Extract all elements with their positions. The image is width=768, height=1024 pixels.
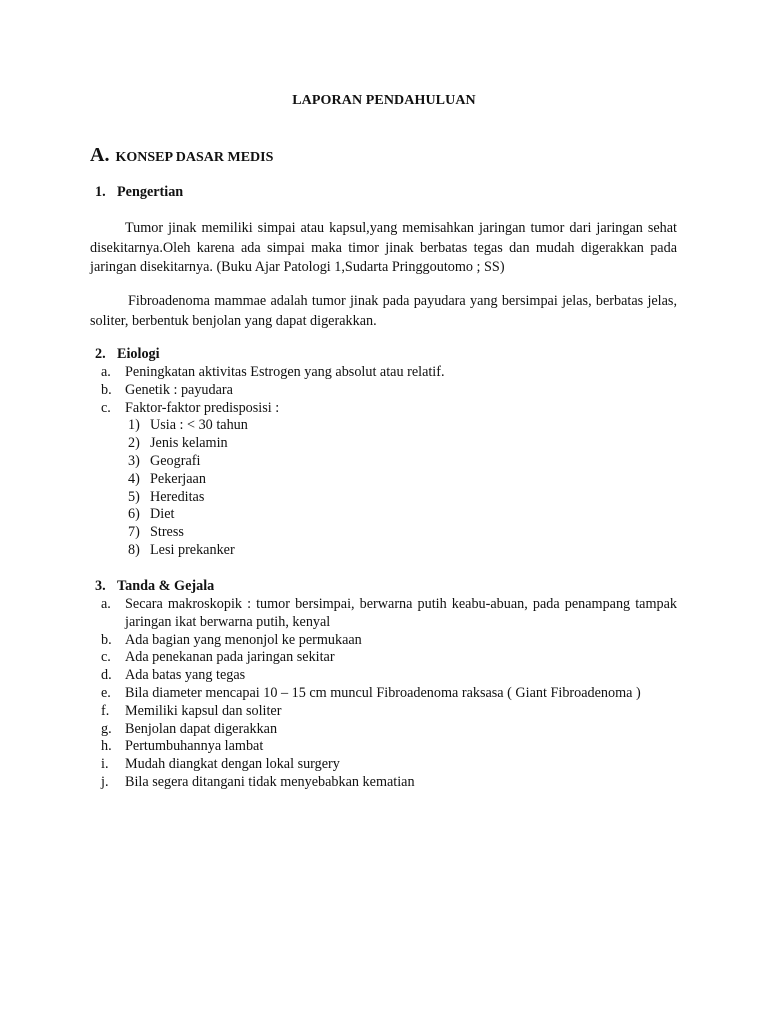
- list-item: [101, 721, 677, 739]
- section-a-letter: A.: [90, 144, 110, 166]
- list-item: [101, 685, 677, 703]
- sublist-item: [125, 506, 677, 524]
- sublist-item-text: Lesi prekanker: [150, 541, 235, 558]
- sublist-item-text: Hereditas: [150, 488, 205, 505]
- list-marker: a.: [101, 364, 111, 380]
- sublist-item: [125, 453, 677, 471]
- sublist-item: [125, 542, 677, 560]
- list-item: [101, 738, 677, 756]
- sublist-marker: 5): [128, 488, 140, 505]
- section-a-heading: [90, 144, 273, 167]
- sublist-marker: 1): [128, 417, 140, 434]
- sublist-item-text: Usia : < 30 tahun: [150, 417, 248, 434]
- sublist-marker: 8): [128, 541, 140, 558]
- pengertian-paragraph-1: [90, 219, 677, 278]
- list-item: [101, 364, 677, 382]
- sublist-marker: 6): [128, 506, 140, 523]
- list-item-text: Ada bagian yang menonjol ke permukaan: [125, 631, 362, 648]
- list-item-text: Peningkatan aktivitas Estrogen yang absolut atau relatif.: [125, 364, 445, 380]
- list-item: [101, 649, 677, 667]
- list-item: [101, 667, 677, 685]
- eiologi-heading: [95, 346, 160, 363]
- tanda-gejala-list: [101, 596, 677, 792]
- list-marker: e.: [101, 684, 111, 701]
- pengertian-paragraph-2-text: Fibroadenoma mammae adalah tumor jinak pada payudara yang bersimpai jelas, berbatas jelas, soliter, berbentuk benjolan yang dapat digerakkan.: [90, 293, 677, 329]
- list-item: [101, 400, 677, 560]
- eiologi-title: Eiologi: [117, 346, 160, 362]
- list-item-text: Secara makroskopik : tumor bersimpai, berwarna putih keabu-abuan, pada penampang tampak jaringan ikat berwarna putih, kenyal: [125, 596, 677, 630]
- list-marker: d.: [101, 667, 112, 684]
- list-marker: i.: [101, 756, 109, 773]
- tanda-gejala-number: 3.: [95, 578, 106, 594]
- list-item: [101, 596, 677, 632]
- list-item-text: Ada penekanan pada jaringan sekitar: [125, 649, 335, 666]
- sublist-item-text: Diet: [150, 506, 175, 523]
- sublist-marker: 3): [128, 452, 140, 469]
- sublist-marker: 4): [128, 470, 140, 487]
- pengertian-paragraph-1-text: Tumor jinak memiliki simpai atau kapsul,yang memisahkan jaringan tumor dari jaringan sehat disekitarnya.Oleh karena ada simpai maka timor jinak berbatas tegas dan mudah digerakkan pada jaringan disekitarnya. (Buku Ajar Patologi 1,Sudarta Pringgoutomo ; SS): [90, 220, 677, 275]
- sublist-item: [125, 489, 677, 507]
- sublist-marker: 7): [128, 524, 140, 541]
- list-marker: b.: [101, 631, 112, 648]
- list-item-text: Ada batas yang tegas: [125, 667, 246, 684]
- list-marker: j.: [101, 773, 109, 790]
- list-item-text: Bila diameter mencapai 10 – 15 cm muncul Fibroadenoma raksasa ( Giant Fibroadenoma ): [125, 684, 641, 701]
- list-marker: c.: [101, 649, 111, 666]
- list-item: [101, 632, 677, 650]
- list-item-text: Pertumbuhannya lambat: [125, 738, 264, 755]
- list-item: [101, 774, 677, 792]
- list-marker: g.: [101, 720, 112, 737]
- sublist-item: [125, 435, 677, 453]
- list-item-text: Faktor-faktor predisposisi :: [125, 399, 280, 416]
- sublist-marker: 2): [128, 435, 140, 452]
- list-item-text: Bila segera ditangani tidak menyebabkan kematian: [125, 773, 415, 790]
- sublist-item: [125, 471, 677, 489]
- sublist-item: [125, 524, 677, 542]
- list-item-text: Benjolan dapat digerakkan: [125, 720, 278, 737]
- list-item-text: Memiliki kapsul dan soliter: [125, 702, 282, 719]
- pengertian-heading: [95, 184, 183, 201]
- pengertian-title: Pengertian: [117, 184, 184, 200]
- list-marker: b.: [101, 381, 112, 398]
- tanda-gejala-title: Tanda & Gejala: [117, 578, 215, 594]
- sublist-item-text: Geografi: [150, 452, 201, 469]
- sublist-item-text: Stress: [150, 524, 184, 541]
- document-title: LAPORAN PENDAHULUAN: [292, 93, 476, 108]
- pengertian-paragraph-2: [90, 292, 677, 331]
- pengertian-number: 1.: [95, 184, 106, 200]
- sublist-item-text: Jenis kelamin: [150, 435, 228, 452]
- list-item-text: Mudah diangkat dengan lokal surgery: [125, 756, 340, 773]
- list-marker: a.: [101, 596, 111, 612]
- list-item: [101, 703, 677, 721]
- eiologi-number: 2.: [95, 346, 106, 362]
- list-item-text: Genetik : payudara: [125, 381, 233, 398]
- predisposisi-sublist: [125, 417, 677, 559]
- eiologi-list: [101, 364, 677, 560]
- sublist-item: [125, 417, 677, 435]
- list-item: [101, 382, 677, 400]
- list-marker: f.: [101, 702, 110, 719]
- list-item: [101, 756, 677, 774]
- list-marker: h.: [101, 738, 112, 755]
- list-marker: c.: [101, 399, 111, 416]
- section-a-title: KONSEP DASAR MEDIS: [115, 150, 274, 165]
- tanda-gejala-heading: [95, 578, 214, 595]
- sublist-item-text: Pekerjaan: [150, 470, 206, 487]
